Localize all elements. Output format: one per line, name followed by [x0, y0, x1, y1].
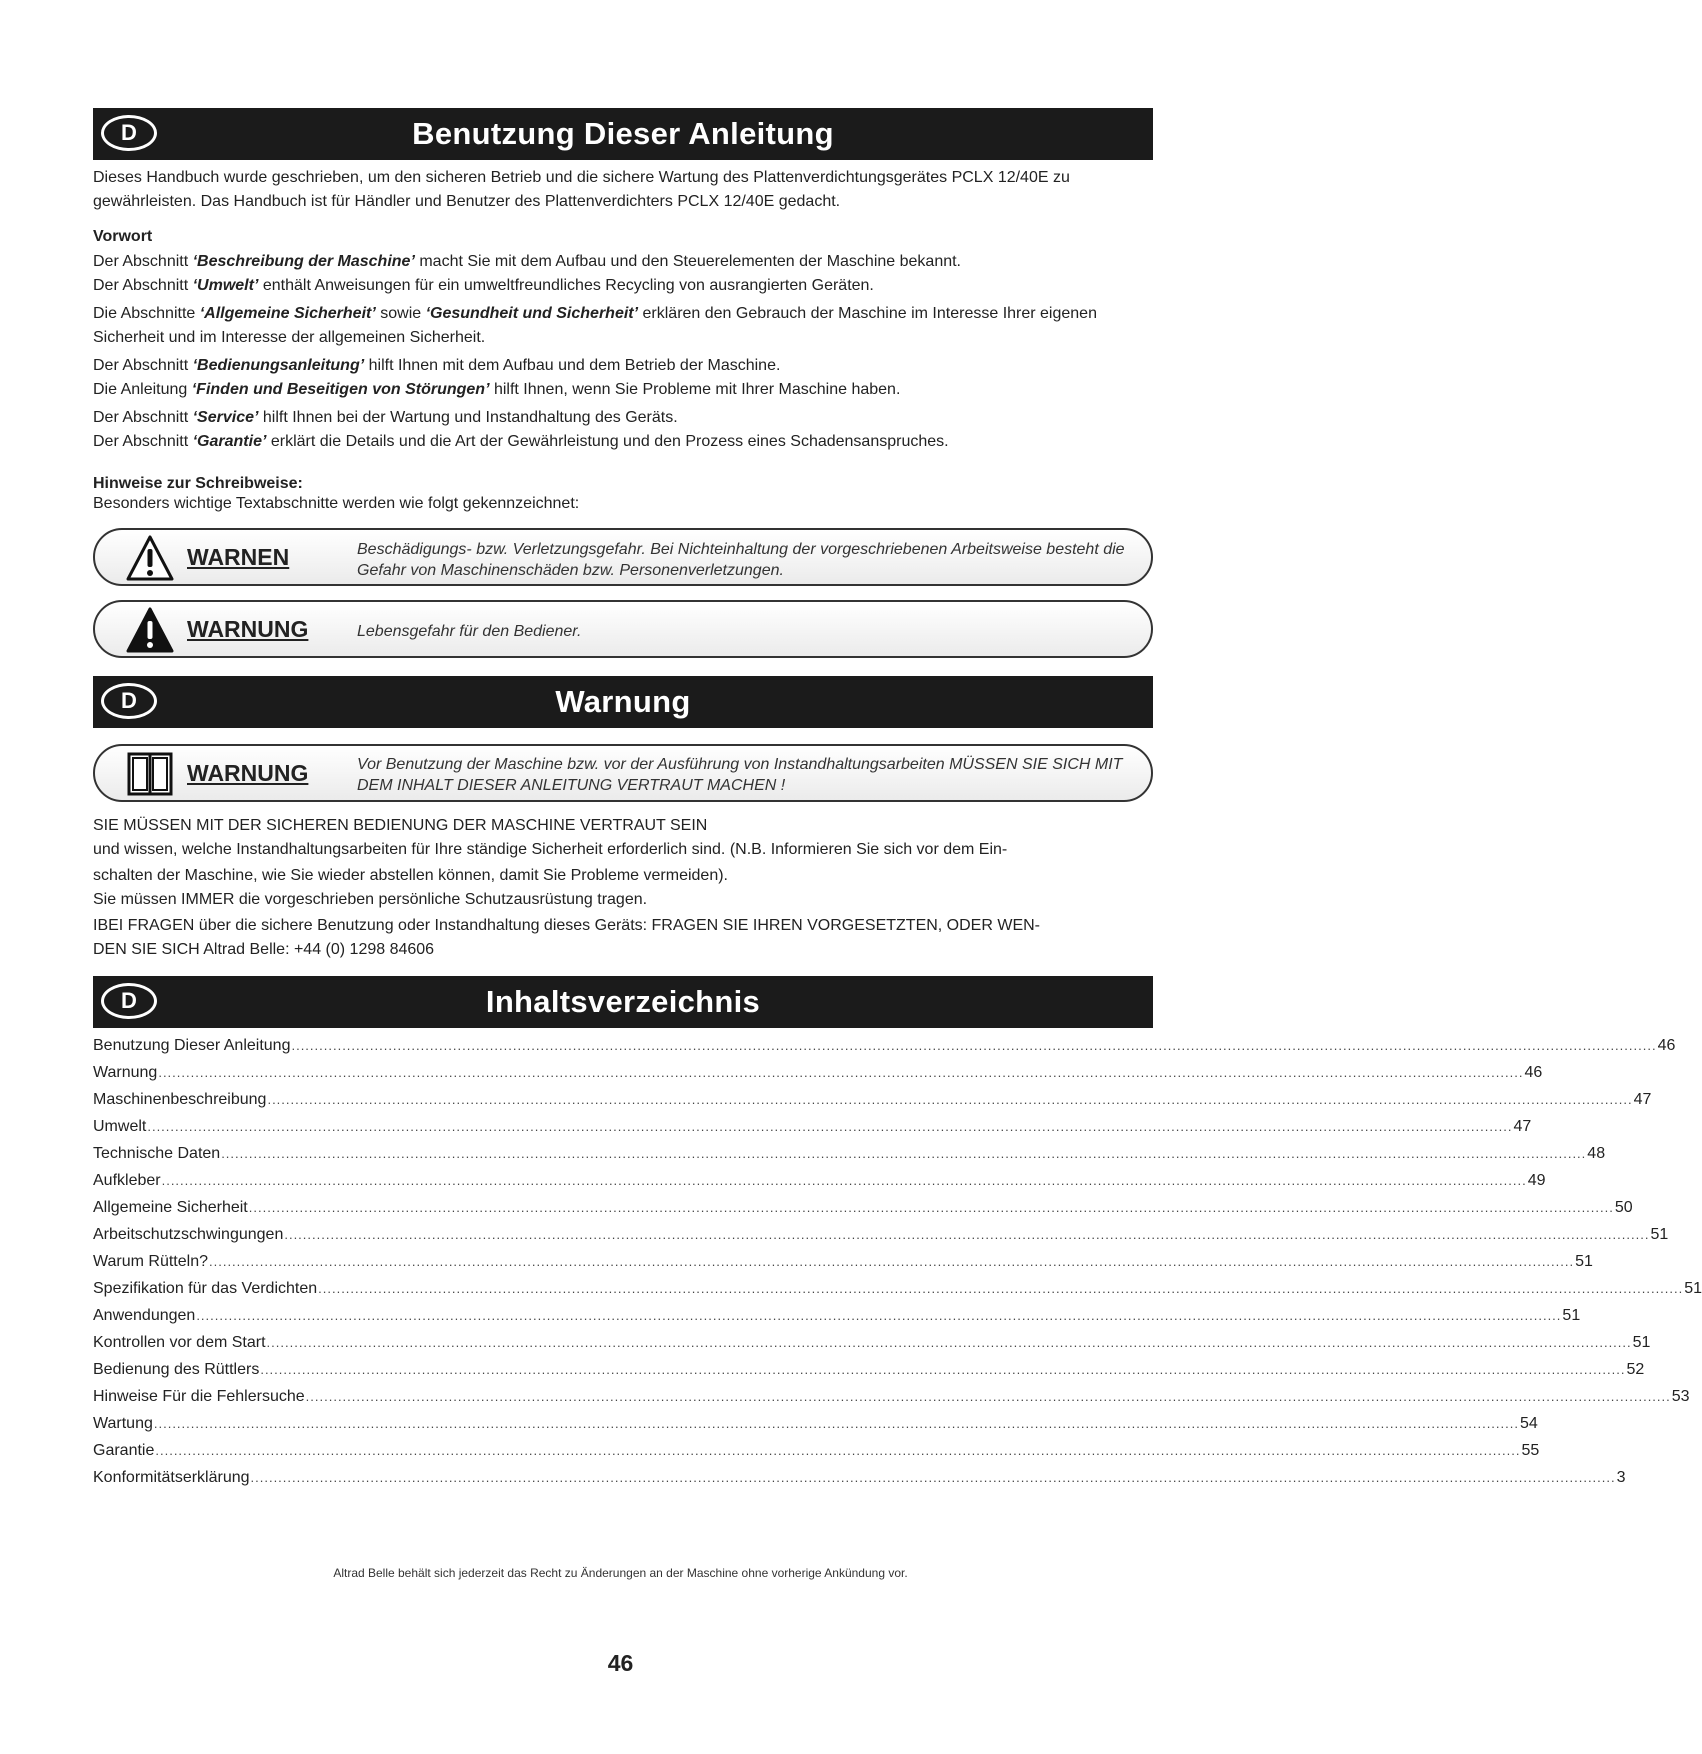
warning-line: und wissen, welche Instandhaltungsarbeiten für Ihre ständige Sicherheit erforderlich sind. (N.B. Informieren Sie sich vor dem Ein-: [93, 841, 1008, 858]
foreword-item: Die Abschnitte ‘Allgemeine Sicherheit’ sowie ‘Gesundheit und Sicherheit’ erklären den Gebrauch der Maschine im Interesse Ihrer eigenen Sicherheit und im Interesse der allgemeinen Sicherheit.: [93, 305, 1097, 346]
leader-dots: ........................................................................................................................................................................................................................................................................................................: [196, 1308, 1562, 1323]
warning-line: IBEI FRAGEN über die sichere Benutzung oder Instandhaltung dieses Geräts: FRAGEN SIE IHREN VORGESETZTEN, ODER WEN-: [93, 917, 1041, 934]
toc-entry[interactable]: Hinweise Für die Fehlersuche ........................................................................................................................................................................................................................................................................................................ 53: [93, 1383, 1149, 1410]
toc-entry[interactable]: Garantie ........................................................................................................................................................................................................................................................................................................ 55: [93, 1437, 1149, 1464]
leader-dots: ........................................................................................................................................................................................................................................................................................................: [221, 1146, 1587, 1161]
leader-dots: ........................................................................................................................................................................................................................................................................................................: [158, 1065, 1524, 1080]
warning-line: Sie müssen IMMER die vorgeschrieben persönliche Schutzausrüstung tragen.: [93, 891, 648, 908]
toc-entry[interactable]: Warum Rütteln? ........................................................................................................................................................................................................................................................................................................ 51: [93, 1248, 1149, 1275]
callout-warnung: [93, 600, 1153, 658]
toc-entry[interactable]: Benutzung Dieser Anleitung ........................................................................................................................................................................................................................................................................................................ 46: [93, 1032, 1149, 1059]
toc-entry[interactable]: Technische Daten ........................................................................................................................................................................................................................................................................................................ 48: [93, 1140, 1149, 1167]
leader-dots: ........................................................................................................................................................................................................................................................................................................: [248, 1200, 1614, 1215]
leader-dots: ........................................................................................................................................................................................................................................................................................................: [250, 1470, 1616, 1485]
page-number: 46: [607, 1650, 634, 1676]
warning-line: SIE MÜSSEN MIT DER SICHEREN BEDIENUNG DER MASCHINE VERTRAUT SEIN: [93, 817, 708, 834]
toc-entry[interactable]: Umwelt ........................................................................................................................................................................................................................................................................................................ 47: [93, 1113, 1149, 1140]
toc-entry[interactable]: Spezifikation für das Verdichten ........................................................................................................................................................................................................................................................................................................ 51: [93, 1275, 1149, 1302]
intro-text: Dieses Handbuch wurde geschrieben, um den sicheren Betrieb und die sichere Wartung des Plattenverdichtungsgerätes PCLX 12/40E zu gewährleisten. Das Handbuch ist für Händler und Benutzer des Plattenverdichters PCLX 12/40E gedacht.: [93, 169, 1070, 210]
leader-dots: ........................................................................................................................................................................................................................................................................................................: [155, 1443, 1521, 1458]
toc-entry[interactable]: Kontrollen vor dem Start ........................................................................................................................................................................................................................................................................................................ 51: [93, 1329, 1149, 1356]
foreword-item: Die Anleitung ‘Finden und Beseitigen von Störungen’ hilft Ihnen, wenn Sie Probleme mit Ihrer Maschine haben.: [93, 381, 901, 398]
toc-entry[interactable]: Maschinenbeschreibung ........................................................................................................................................................................................................................................................................................................ 47: [93, 1086, 1149, 1113]
book-icon: [125, 750, 175, 798]
warning-outline-icon: [125, 534, 175, 582]
toc-entry[interactable]: Bedienung des Rüttlers ........................................................................................................................................................................................................................................................................................................ 52: [93, 1356, 1149, 1383]
leader-dots: ........................................................................................................................................................................................................................................................................................................: [284, 1227, 1650, 1242]
callout-manual-warning: [93, 744, 1153, 802]
country-badge: D: [101, 983, 157, 1019]
leader-dots: ........................................................................................................................................................................................................................................................................................................: [260, 1362, 1626, 1377]
callout-keyword: WARNUNG: [187, 760, 309, 786]
country-badge: D: [101, 115, 157, 151]
toc-entry[interactable]: Allgemeine Sicherheit ........................................................................................................................................................................................................................................................................................................ 50: [93, 1194, 1149, 1221]
warning-filled-icon: [125, 606, 175, 654]
section-title: Warnung: [555, 684, 691, 719]
foreword-item: Der Abschnitt ‘Service’ hilft Ihnen bei der Wartung und Instandhaltung des Geräts.: [93, 409, 678, 426]
callout-description: Vor Benutzung der Maschine bzw. vor der Ausführung von Instandhaltungsarbeiten MÜSSEN SIE SICH MIT DEM INHALT DIESER ANLEITUNG VERTRAUT MACHEN !: [357, 756, 1123, 794]
foreword-item: Der Abschnitt ‘Bedienungsanleitung’ hilft Ihnen mit dem Aufbau und dem Betrieb der Maschine.: [93, 357, 781, 374]
foreword-item: Der Abschnitt ‘Beschreibung der Maschine’ macht Sie mit dem Aufbau und den Steuerelementen der Maschine bekannt.: [93, 253, 961, 270]
section-header-warning: [93, 676, 1153, 728]
foreword-item: Der Abschnitt ‘Garantie’ erklärt die Details und die Art der Gewährleistung und den Prozess eines Schadensanspruches.: [93, 433, 949, 450]
callout-keyword: WARNUNG: [187, 616, 309, 642]
leader-dots: ........................................................................................................................................................................................................................................................................................................: [266, 1335, 1632, 1350]
warning-body: [93, 814, 1153, 962]
toc-entry[interactable]: Aufkleber ........................................................................................................................................................................................................................................................................................................ 49: [93, 1167, 1149, 1194]
notation-text: Besonders wichtige Textabschnitte werden wie folgt gekennzeichnet:: [93, 495, 580, 512]
callout-description: Lebensgefahr für den Bediener.: [357, 623, 582, 640]
toc-entry[interactable]: Wartung ........................................................................................................................................................................................................................................................................................................ 54: [93, 1410, 1149, 1437]
section-header-usage: [93, 108, 1153, 160]
foreword-item: Der Abschnitt ‘Umwelt’ enthält Anweisungen für ein umweltfreundliches Recycling von ausrangierten Geräten.: [93, 277, 874, 294]
footer-note: Altrad Belle behält sich jederzeit das Recht zu Änderungen an der Maschine ohne vorherige Ankündung vor.: [333, 1566, 908, 1580]
toc-entry[interactable]: Arbeitschutzschwingungen ........................................................................................................................................................................................................................................................................................................ 51: [93, 1221, 1149, 1248]
warning-line: schalten der Maschine, wie Sie wieder abstellen können, damit Sie Probleme vermeiden).: [93, 867, 728, 884]
callout-keyword: WARNEN: [187, 544, 290, 570]
table-of-contents: [93, 1032, 1702, 1491]
section-title: Inhaltsverzeichnis: [485, 984, 761, 1019]
leader-dots: ........................................................................................................................................................................................................................................................................................................: [153, 1416, 1519, 1431]
leader-dots: ........................................................................................................................................................................................................................................................................................................: [209, 1254, 1575, 1269]
callout-description: Beschädigungs- bzw. Verletzungsgefahr. Bei Nichteinhaltung der vorgeschriebenen Arbeitsweise besteht die Gefahr von Maschinenschäden bzw. Personenverletzungen.: [357, 541, 1125, 579]
callout-warnen: [93, 528, 1153, 586]
toc-entry[interactable]: Konformitätserklärung ........................................................................................................................................................................................................................................................................................................ 3: [93, 1464, 1149, 1491]
toc-entry[interactable]: Warnung ........................................................................................................................................................................................................................................................................................................ 46: [93, 1059, 1149, 1086]
leader-dots: ........................................................................................................................................................................................................................................................................................................: [147, 1119, 1513, 1134]
leader-dots: ........................................................................................................................................................................................................................................................................................................: [291, 1038, 1657, 1053]
foreword-heading: Vorwort: [93, 228, 153, 245]
warning-line: DEN SIE SICH Altrad Belle: +44 (0) 1298 84606: [93, 941, 435, 958]
leader-dots: ........................................................................................................................................................................................................................................................................................................: [161, 1173, 1527, 1188]
leader-dots: ........................................................................................................................................................................................................................................................................................................: [318, 1281, 1684, 1296]
manual-page: [93, 108, 1702, 1491]
section-header-toc: [93, 976, 1153, 1028]
toc-entry[interactable]: Anwendungen ........................................................................................................................................................................................................................................................................................................ 51: [93, 1302, 1149, 1329]
notation-heading: Hinweise zur Schreibweise:: [93, 475, 303, 492]
leader-dots: ........................................................................................................................................................................................................................................................................................................: [305, 1389, 1671, 1404]
section-title: Benutzung Dieser Anleitung: [412, 116, 834, 151]
leader-dots: ........................................................................................................................................................................................................................................................................................................: [267, 1092, 1633, 1107]
country-badge: D: [101, 683, 157, 719]
